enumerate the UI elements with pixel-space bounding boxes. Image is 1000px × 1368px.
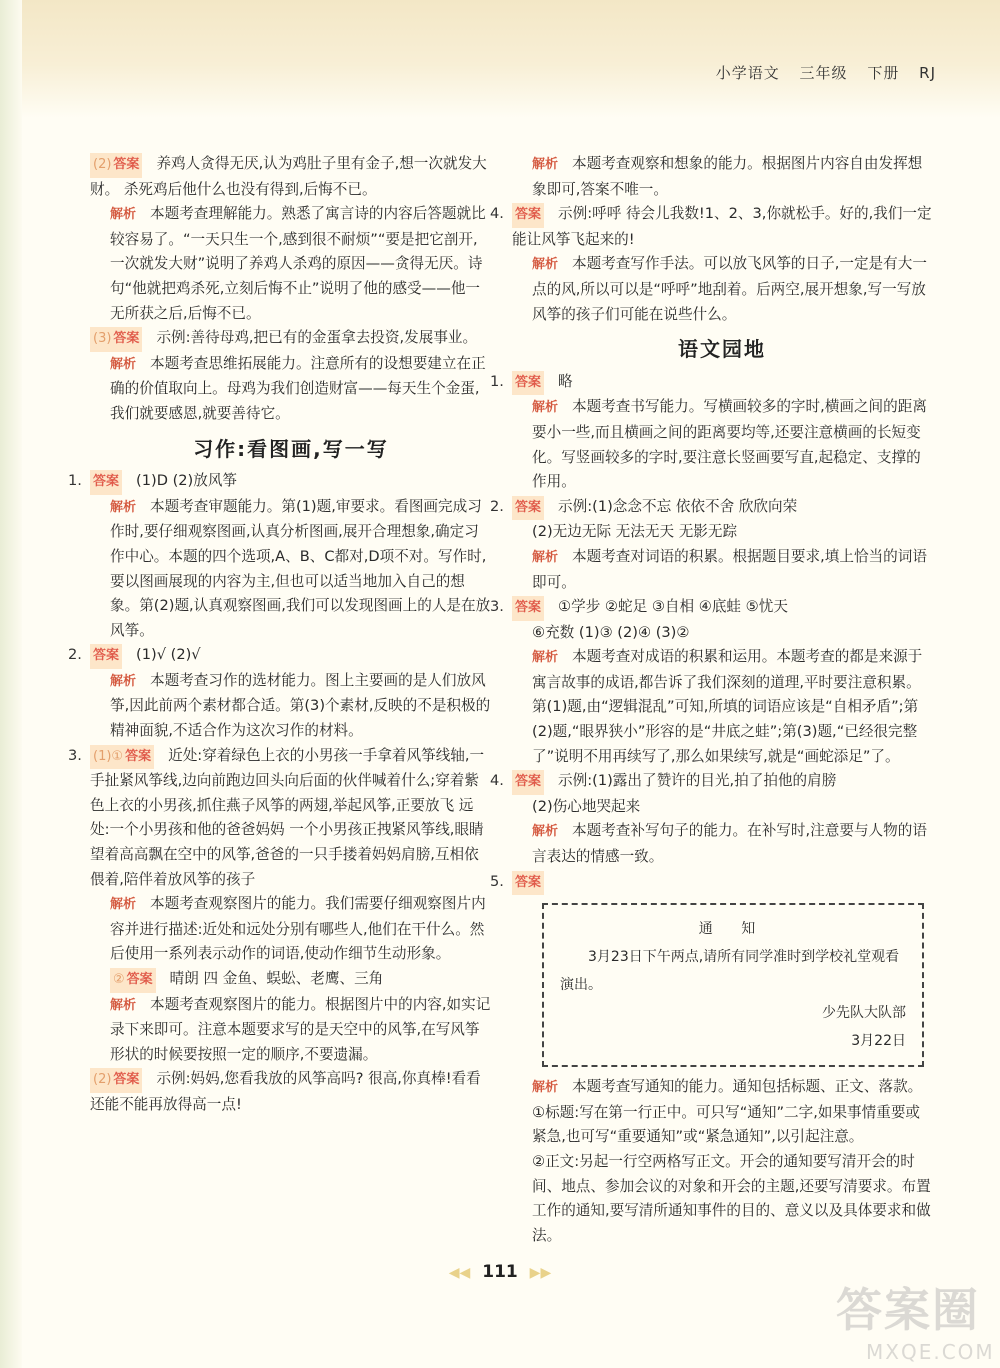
q2-block: (2) 答案 养鸡人贪得无厌,认为鸡肚子里有金子,想一次就发大财。 杀死鸡后他什么也没有得到,后悔不已。 解析 本题考查理解能力。熟悉了寓言诗的内容后答题就比较容易了。“一天只生一个,感到很不耐烦”“要是把它剖开,一次就发大财”说明了养鸡人杀鸡的原因——贪得无厌。诗句“他就把鸡杀死,立刻后悔不止”说明了他的感受——他一无所获之后,后悔不已。: [90, 155, 487, 322]
next-arrows-icon: ▶▶: [529, 1265, 552, 1281]
writing-q1: 1. 答案 (1)D (2)放风筝 解析 本题考查审题能力。第(1)题,审要求。看图画完成习作时,要仔细观察图画,认真分析图画,展开合理想象,确定习作中心。本题的四个选项,A、B、C都对,D项不对。写作时,要以图画展现的内容为主,但也可以适当地加入自己的想象。第(2)题,认真观察图画,我们可以发现图画上的人是在放风筝。: [68, 472, 491, 639]
header-grade: 三年级: [799, 64, 848, 82]
watermark-logo: 答案圈: [836, 1283, 980, 1337]
q2-answer: 养鸡人贪得无厌,认为鸡肚子里有金子,想一次就发大财。 杀死鸡后他什么也没有得到,后悔不已。: [90, 155, 487, 198]
writing-q4: 4. 答案 示例:呼呼 待会儿我数!1、2、3,你就松手。好的,我们一定能让风筝飞起来的! 解析 本题考查写作手法。可以放飞风筝的日子,一定是有大一点的风,所以可以是“呼呼”地刮着。后两空,展开想象,写一写放风筝的孩子们可能在说些什么。: [490, 205, 932, 323]
top-analysis: 本题考查观察和想象的能力。根据图片内容自由发挥想象即可,答案不唯一。: [532, 155, 923, 198]
header-subject: 小学语文: [715, 64, 780, 82]
garden-q2: 2. 答案 示例:(1)念念不忘 依依不舍 欣欣向荣 (2)无边无际 无法无天 无影无踪 解析 本题考查对词语的积累。根据题目要求,填上恰当的词语即可。: [490, 497, 927, 591]
garden-q5: 5. 答案 通 知 3月23日下午两点,请所有同学准时到学校礼堂观看演出。 少先队大队部 3月22日 解析 本题考查写通知的能力。通知包括标题、正文、落款。 ①标题:写在第一行正中。可只写“通知”二字,如果事情重要或紧急,也可写“重要通知”或“紧急通知”,以引起注意。 ②正文:另起一行空两格写正文。开会的通知要写清开会的时间、地点、参加会议的对象和开会的主题,还要写清要求。布置工作的通知,要写清所通知事件的目的、意义以及具体要求和做法。: [490, 872, 931, 1244]
garden-q3: 3. 答案 ①学步 ②蛇足 ③自相 ④底蛙 ⑤忧天 ⑥充数 (1)③ (2)④ (3)② 解析 本题考查对成语的积累和运用。本题考查的都是来源于寓言故事的成语,都告诉了我们深刻的道理,平时要注意积累。第(1)题,由“逻辑混乱”可知,所填的词语应该是“自相矛盾”;第(2)题,“眼界狭小”形容的是“井底之蛙”;第(3)题,“已经很完整了”说明不用再续写了,那么如果续写,就是“画蛇添足”了。: [490, 598, 923, 765]
q2-analysis: 本题考查理解能力。熟悉了寓言诗的内容后答题就比较容易了。“一天只生一个,感到很不耐烦”“要是把它剖开,一次就发大财”说明了养鸡人杀鸡的原因——贪得无厌。诗句“他就把鸡杀死,立刻后悔不止”说明了他的感受——他一无所获之后,后悔不已。: [110, 205, 486, 322]
notice-date: 3月22日: [851, 1033, 906, 1050]
notice-body: 3月23日下午两点,请所有同学准时到学校礼堂观看演出。: [560, 949, 900, 994]
header-edition: RJ: [919, 64, 936, 82]
page-edge: [0, 0, 22, 1368]
header-volume: 下册: [867, 64, 900, 82]
notice-signer: 少先队大队部: [822, 1005, 906, 1022]
page-number: 111: [482, 1262, 518, 1282]
q3-analysis: 本题考查思维拓展能力。注意所有的设想要建立在正确的价值取向上。母鸡为我们创造财富——每天生个金蛋,我们就要感恩,就要善待它。: [110, 354, 486, 422]
prev-arrows-icon: ◀◀: [448, 1265, 471, 1281]
right-column: 解析 本题考查观察和想象的能力。根据图片内容自由发挥想象即可,答案不唯一。 4. 答案 示例:呼呼 待会儿我数!1、2、3,你就松手。好的,我们一定能让风筝飞起来的! 解析 本题考查写作手法。可以放飞风筝的日子,一定是有大一点的风,所以可以是“呼呼”地刮着。后两空,展开想象,写一写放风筝的孩子们可能在说些什么。 语文园地 1. 答案 略 解析 本题考查书写能力。写横画较多的字时,横画之间的距离要小一些,而且横画之间的距离要均等,还要注意横画的长短变化。写竖画较多的字时,要注意长竖画要写直,起稳定、支撑的作用。 2. 答案 示例:(1)念念不忘 依依不舍 欣欣向荣 (2)无边无际 无法无天 无影无踪 解析 本题考查对词语的积累。根据题目要求,填上恰当的词语即可。 3. 答案 ①学步 ②蛇足 ③自相 ④底蛙 ⑤忧天 ⑥充数 (1)③ (2)④ (3)② 解析 本题考查对成语的积累和运用。本题考查的都是来源于寓言故事的成语,都告诉了我们深刻的道理,平时要注意积累。第(1)题,由“逻辑混乱”可知,所填的词语应该是“自相矛盾”;第(2)题,“眼界狭小”形容的是“井底之蛙”;第(3)题,“已经很完整了”说明不用再续写了,那么如果续写,就是“画蛇添足”了。 4. 答案 示例:(1)露出了赞许的目光,拍了拍他的肩膀 (2)伤心地哭起来 解析 本题考查补写句子的能力。在补写时,注意要与人物的语言表达的情感一致。 5. 答案 通 知 3月23日下午两点,请所有同学准时到学校礼堂观看演出。 少先队大队部 3月22日 解析 本题考查写通知的能力。通知包括标题、正文、落款。 ①标题:写在第一行正中。可只写“通知”二字,如果事情重要或紧急,也可写“重要通知”或“紧急通知”,以引起注意。 ②正文:另起一行空两格写正文。开会的通知要写清开会的时间、地点、参加会议的对象和开会的主题,还要写清要求。布置工作的通知,要写清所通知事件的目的、意义以及具体要求和做法。: [512, 152, 932, 1248]
notice-box: [542, 903, 924, 1067]
notice-title: 通 知: [698, 921, 768, 938]
page-header: [702, 62, 936, 83]
section-title-garden: 语文园地: [678, 337, 766, 362]
garden-q1: 1. 答案 略 解析 本题考查书写能力。写横画较多的字时,横画之间的距离要小一些,而且横画之间的距离要均等,还要注意横画的长短变化。写竖画较多的字时,要注意长竖画要写直,起稳定、支撑的作用。: [490, 372, 927, 491]
section-title-writing: 习作:看图画,写一写: [193, 436, 389, 461]
garden-q4: 4. 答案 示例:(1)露出了赞许的目光,拍了拍他的肩膀 (2)伤心地哭起来 解析 本题考查补写句子的能力。在补写时,注意要与人物的语言表达的情感一致。: [490, 772, 927, 866]
header-band: [0, 0, 1000, 118]
writing-q3: 3. (1)① 答案 近处:穿着绿色上衣的小男孩一手拿着风筝线轴,一手扯紧风筝线,边向前跑边回头向后面的伙伴喊着什么;穿着紫色上衣的小男孩,抓住燕子风筝的两翅,举起风筝,正要放飞 远处:一个小男孩和他的爸爸妈妈 一个小男孩正拽紧风筝线,眼睛望着高高飘在空中的风筝,爸爸的一只手搂着妈妈肩膀,互相依偎着,陪伴着放风筝的孩子 解析 本题考查观察图片的能力。我们需要仔细观察图片内容并进行描述:近处和远处分别有哪些人,他们在干什么。然后使用一系列表示动作的词语,使动作细节生动形象。 ② 答案 晴朗 四 金鱼、蜈蚣、老鹰、三角 解析 本题考查观察图片的能力。根据图片中的内容,如实记录下来即可。注意本题要求写的是天空中的风筝,在写风筝形状的时候要按照一定的顺序,不要遗漏。 (2) 答案 示例:妈妈,您看我放的风筝高吗? 很高,你真棒!看看还能不能再放得高一点!: [68, 746, 491, 1113]
watermark-url: MXQE.COM: [866, 1340, 995, 1364]
q3-answer: 示例:善待母鸡,把已有的金蛋拿去投资,发展事业。: [156, 329, 478, 347]
writing-q2: 2. 答案 (1)√ (2)√ 解析 本题考查习作的选材能力。图上主要画的是人们放风筝,因此前两个素材都合适。第(3)个素材,反映的不是积极的精神面貌,不适合作为这次习作的材料。: [68, 646, 491, 740]
left-column: [68, 152, 492, 1118]
q3-block: (3) 答案 示例:善待母鸡,把已有的金蛋拿去投资,发展事业。 解析 本题考查思维拓展能力。注意所有的设想要建立在正确的价值取向上。母鸡为我们创造财富——每天生个金蛋,我们就要感恩,就要善待它。: [90, 326, 492, 426]
watermark: [836, 1274, 995, 1364]
